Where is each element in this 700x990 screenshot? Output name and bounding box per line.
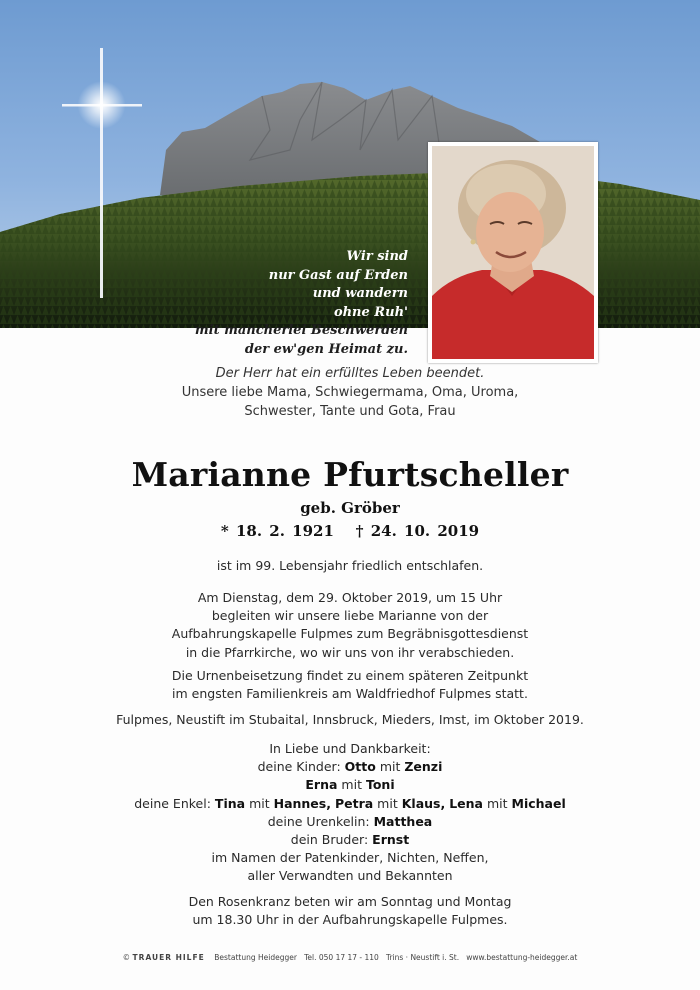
death-date: 24. 10. 2019: [370, 522, 480, 540]
brother-name: Ernst: [372, 832, 410, 848]
poem-line: ohne Ruh': [333, 304, 408, 320]
children-line: [0, 776, 700, 794]
portrait-photo: [428, 142, 598, 363]
poem-line: Wir sind: [346, 249, 408, 264]
great-grandchild-label: deine Urenkelin:: [267, 813, 370, 829]
phone: Tel. 050 17 17 - 110: [304, 953, 379, 962]
with-word: mit: [377, 795, 398, 811]
portrait-image: [432, 146, 594, 359]
funeral-line: in die Pfarrkirche, wo wir uns von ihr verabschieden.: [185, 644, 515, 660]
life-dates: [0, 522, 700, 540]
great-grandchild-name: Matthea: [373, 813, 433, 829]
brother-label: dein Bruder:: [290, 832, 369, 848]
partner-name: Hannes,: [273, 795, 331, 811]
partner-name: Klaus,: [401, 795, 446, 811]
urn-text: [0, 667, 700, 703]
grandchildren-label: deine Enkel:: [134, 795, 211, 811]
relatives-line: aller Verwandten und Bekannten: [247, 868, 453, 884]
spouse-name: Zenzi: [404, 759, 443, 775]
passing-text: ist im 99. Lebensjahr friedlich entschlafen.: [216, 558, 484, 573]
places-text: Fulpmes, Neustift im Stubaital, Innsbruck, Mieders, Imst, im Oktober 2019.: [116, 712, 584, 727]
child-name: Otto: [344, 759, 376, 775]
child-name: Erna: [305, 777, 338, 793]
trauer-hilfe-logo: TRAUER HILFE: [132, 953, 205, 962]
rosary-line: Den Rosenkranz beten wir am Sonntag und Montag: [188, 894, 512, 909]
maiden-name: geb. Gröber: [300, 499, 400, 517]
intro-line: Unsere liebe Mama, Schwiegermama, Oma, Uroma,: [181, 385, 519, 400]
funeral-line: Am Dienstag, dem 29. Oktober 2019, um 15 Uhr: [197, 590, 503, 605]
poem: [195, 248, 408, 360]
grandchild-name: Lena: [449, 795, 483, 811]
intro-text: [0, 364, 700, 421]
mourners-intro: In Liebe und Dankbarkeit:: [269, 741, 431, 756]
with-word: mit: [486, 795, 508, 811]
funeral-line: begleiten wir unsere liebe Marianne von der: [211, 608, 489, 624]
poem-line: mit mancherlei Beschwerden: [194, 323, 408, 339]
copyright-symbol: ©: [122, 953, 131, 962]
partner-name: Michael: [511, 795, 566, 811]
with-word: mit: [341, 777, 362, 793]
mourners-list: [0, 740, 700, 886]
children-line: [0, 758, 700, 776]
funeral-text: [0, 589, 700, 662]
intro-line: Der Herr hat ein erfülltes Leben beendet.: [215, 366, 485, 381]
brother-line: [0, 831, 700, 849]
rosary-text: [0, 893, 700, 929]
with-word: mit: [379, 759, 401, 775]
poem-line: und wandern: [312, 286, 408, 302]
rosary-line: um 18.30 Uhr in der Aufbahrungskapelle Fulpmes.: [192, 912, 508, 928]
website-link[interactable]: www.bestattung-heidegger.at: [466, 953, 578, 962]
poem-line: nur Gast auf Erden: [268, 267, 408, 283]
urn-line: im engsten Familienkreis am Waldfriedhof Fulpmes statt.: [172, 686, 528, 702]
spouse-name: Toni: [365, 777, 395, 793]
grandchild-name: Petra: [334, 795, 374, 811]
grandchild-name: Tina: [214, 795, 246, 811]
grandchildren-line: [0, 795, 700, 813]
birth-symbol: *: [220, 522, 229, 540]
with-word: mit: [249, 795, 270, 811]
company-name: Bestattung Heidegger: [214, 953, 297, 962]
poem-line: der ew'gen Heimat zu.: [244, 341, 408, 357]
footer: [0, 953, 700, 962]
deceased-name: Marianne Pfurtscheller: [131, 455, 569, 494]
godchildren-line: im Namen der Patenkinder, Nichten, Neffen,: [211, 850, 489, 866]
children-label: deine Kinder:: [257, 759, 341, 775]
address: Trins · Neustift i. St.: [385, 953, 460, 962]
urn-line: Die Urnenbeisetzung findet zu einem späteren Zeitpunkt: [171, 668, 529, 683]
funeral-line: Aufbahrungskapelle Fulpmes zum Begräbnisgottesdienst: [171, 626, 529, 642]
birth-date: 18. 2. 1921: [235, 522, 334, 540]
intro-line: Schwester, Tante und Gota, Frau: [244, 404, 456, 419]
death-symbol: †: [355, 522, 364, 540]
great-grandchild-line: [0, 813, 700, 831]
